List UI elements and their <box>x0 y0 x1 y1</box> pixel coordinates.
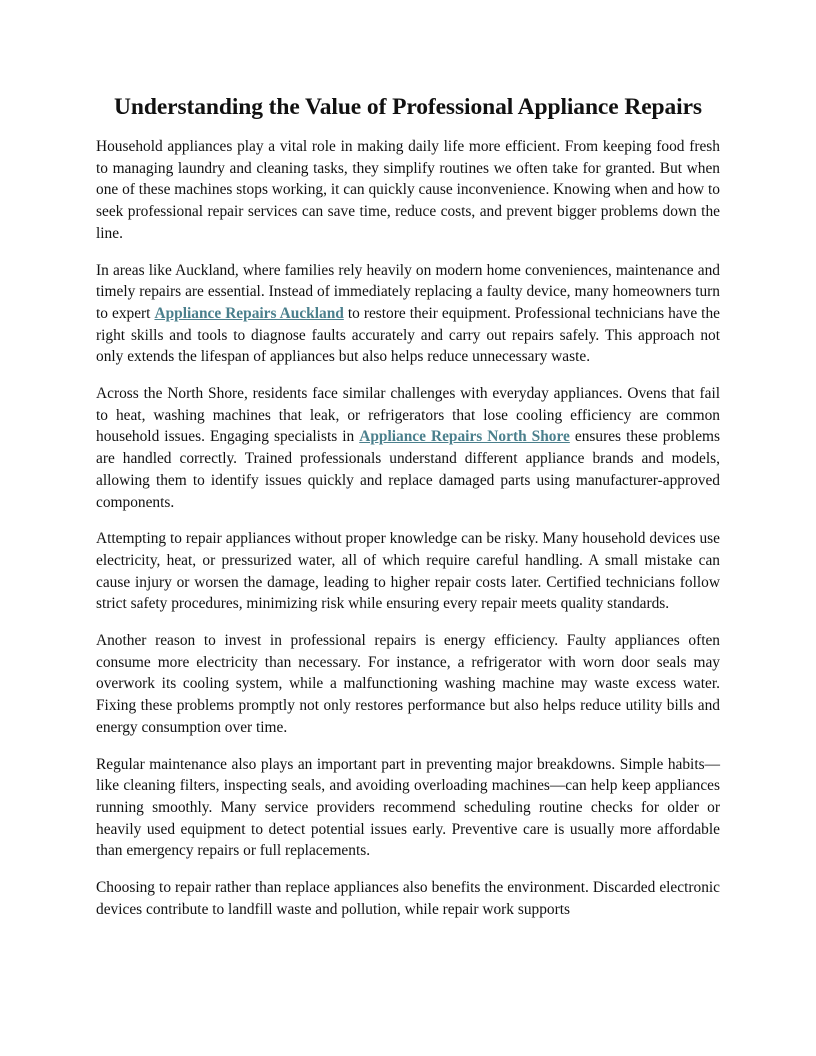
paragraph-energy: Another reason to invest in professional repairs is energy efficiency. Faulty appliances often consume more electricity than necessary. For instance, a refrigerator with worn door seals may overwork its cooling system, while a malfunctioning washing machine may waste excess water. Fixing these problems promptly not only restores performance but also helps reduce utility bills and energy consumption over time. <box>96 632 720 736</box>
paragraph-north-shore <box>96 383 720 513</box>
link-appliance-repairs-auckland[interactable]: Appliance Repairs Auckland <box>154 304 344 322</box>
text: In areas like Auckland, where families rely heavily on modern home conveniences, maintenance and timely repairs are essential. Instead of immediately replacing a faulty device, many homeowners turn to expert <box>96 261 720 322</box>
text: ensures these problems are handled correctly. Trained professionals understand different appliance brands and models, allowing them to identify issues quickly and replace damaged parts using manufacturer-approved components. <box>96 428 720 511</box>
paragraph-intro: Household appliances play a vital role in making daily life more efficient. From keeping food fresh to managing laundry and cleaning tasks, they simplify routines we often take for granted. But when one of these machines stops working, it can quickly cause inconvenience. Knowing when and how to seek professional repair services can save time, reduce costs, and prevent bigger problems down the line. <box>96 138 720 242</box>
document-page <box>96 92 720 936</box>
text: to restore their equipment. Professional technicians have the right skills and tools to diagnose faults accurately and carry out repairs safely. This approach not only extends the lifespan of appliances but also helps reduce unnecessary waste. <box>96 304 720 366</box>
paragraph-environment: Choosing to repair rather than replace appliances also benefits the environment. Discarded electronic devices contribute to landfill waste and pollution, while repair work supports <box>96 879 720 918</box>
link-appliance-repairs-north-shore[interactable]: Appliance Repairs North Shore <box>359 428 570 446</box>
text: Across the North Shore, residents face similar challenges with everyday appliances. Ovens that fail to heat, washing machines that leak, or refrigerators that lose cooling efficiency are common household issues. Engaging specialists in <box>96 385 720 446</box>
paragraph-maintenance: Regular maintenance also plays an important part in preventing major breakdowns. Simple habits—like cleaning filters, inspecting seals, and avoiding overloading machines—can help keep appliances running smoothly. Many service providers recommend scheduling routine checks for older or heavily used equipment to detect potential issues early. Preventive care is usually more affordable than emergency repairs or full replacements. <box>96 755 720 860</box>
paragraph-safety: Attempting to repair appliances without proper knowledge can be risky. Many household devices use electricity, heat, or pressurized water, all of which require careful handling. A small mistake can cause injury or worsen the damage, leading to higher repair costs later. Certified technicians follow strict safety procedures, minimizing risk while ensuring every repair meets quality standards. <box>96 530 720 613</box>
paragraph-auckland <box>96 260 720 369</box>
page-title: Understanding the Value of Professional Appliance Repairs <box>114 94 702 120</box>
